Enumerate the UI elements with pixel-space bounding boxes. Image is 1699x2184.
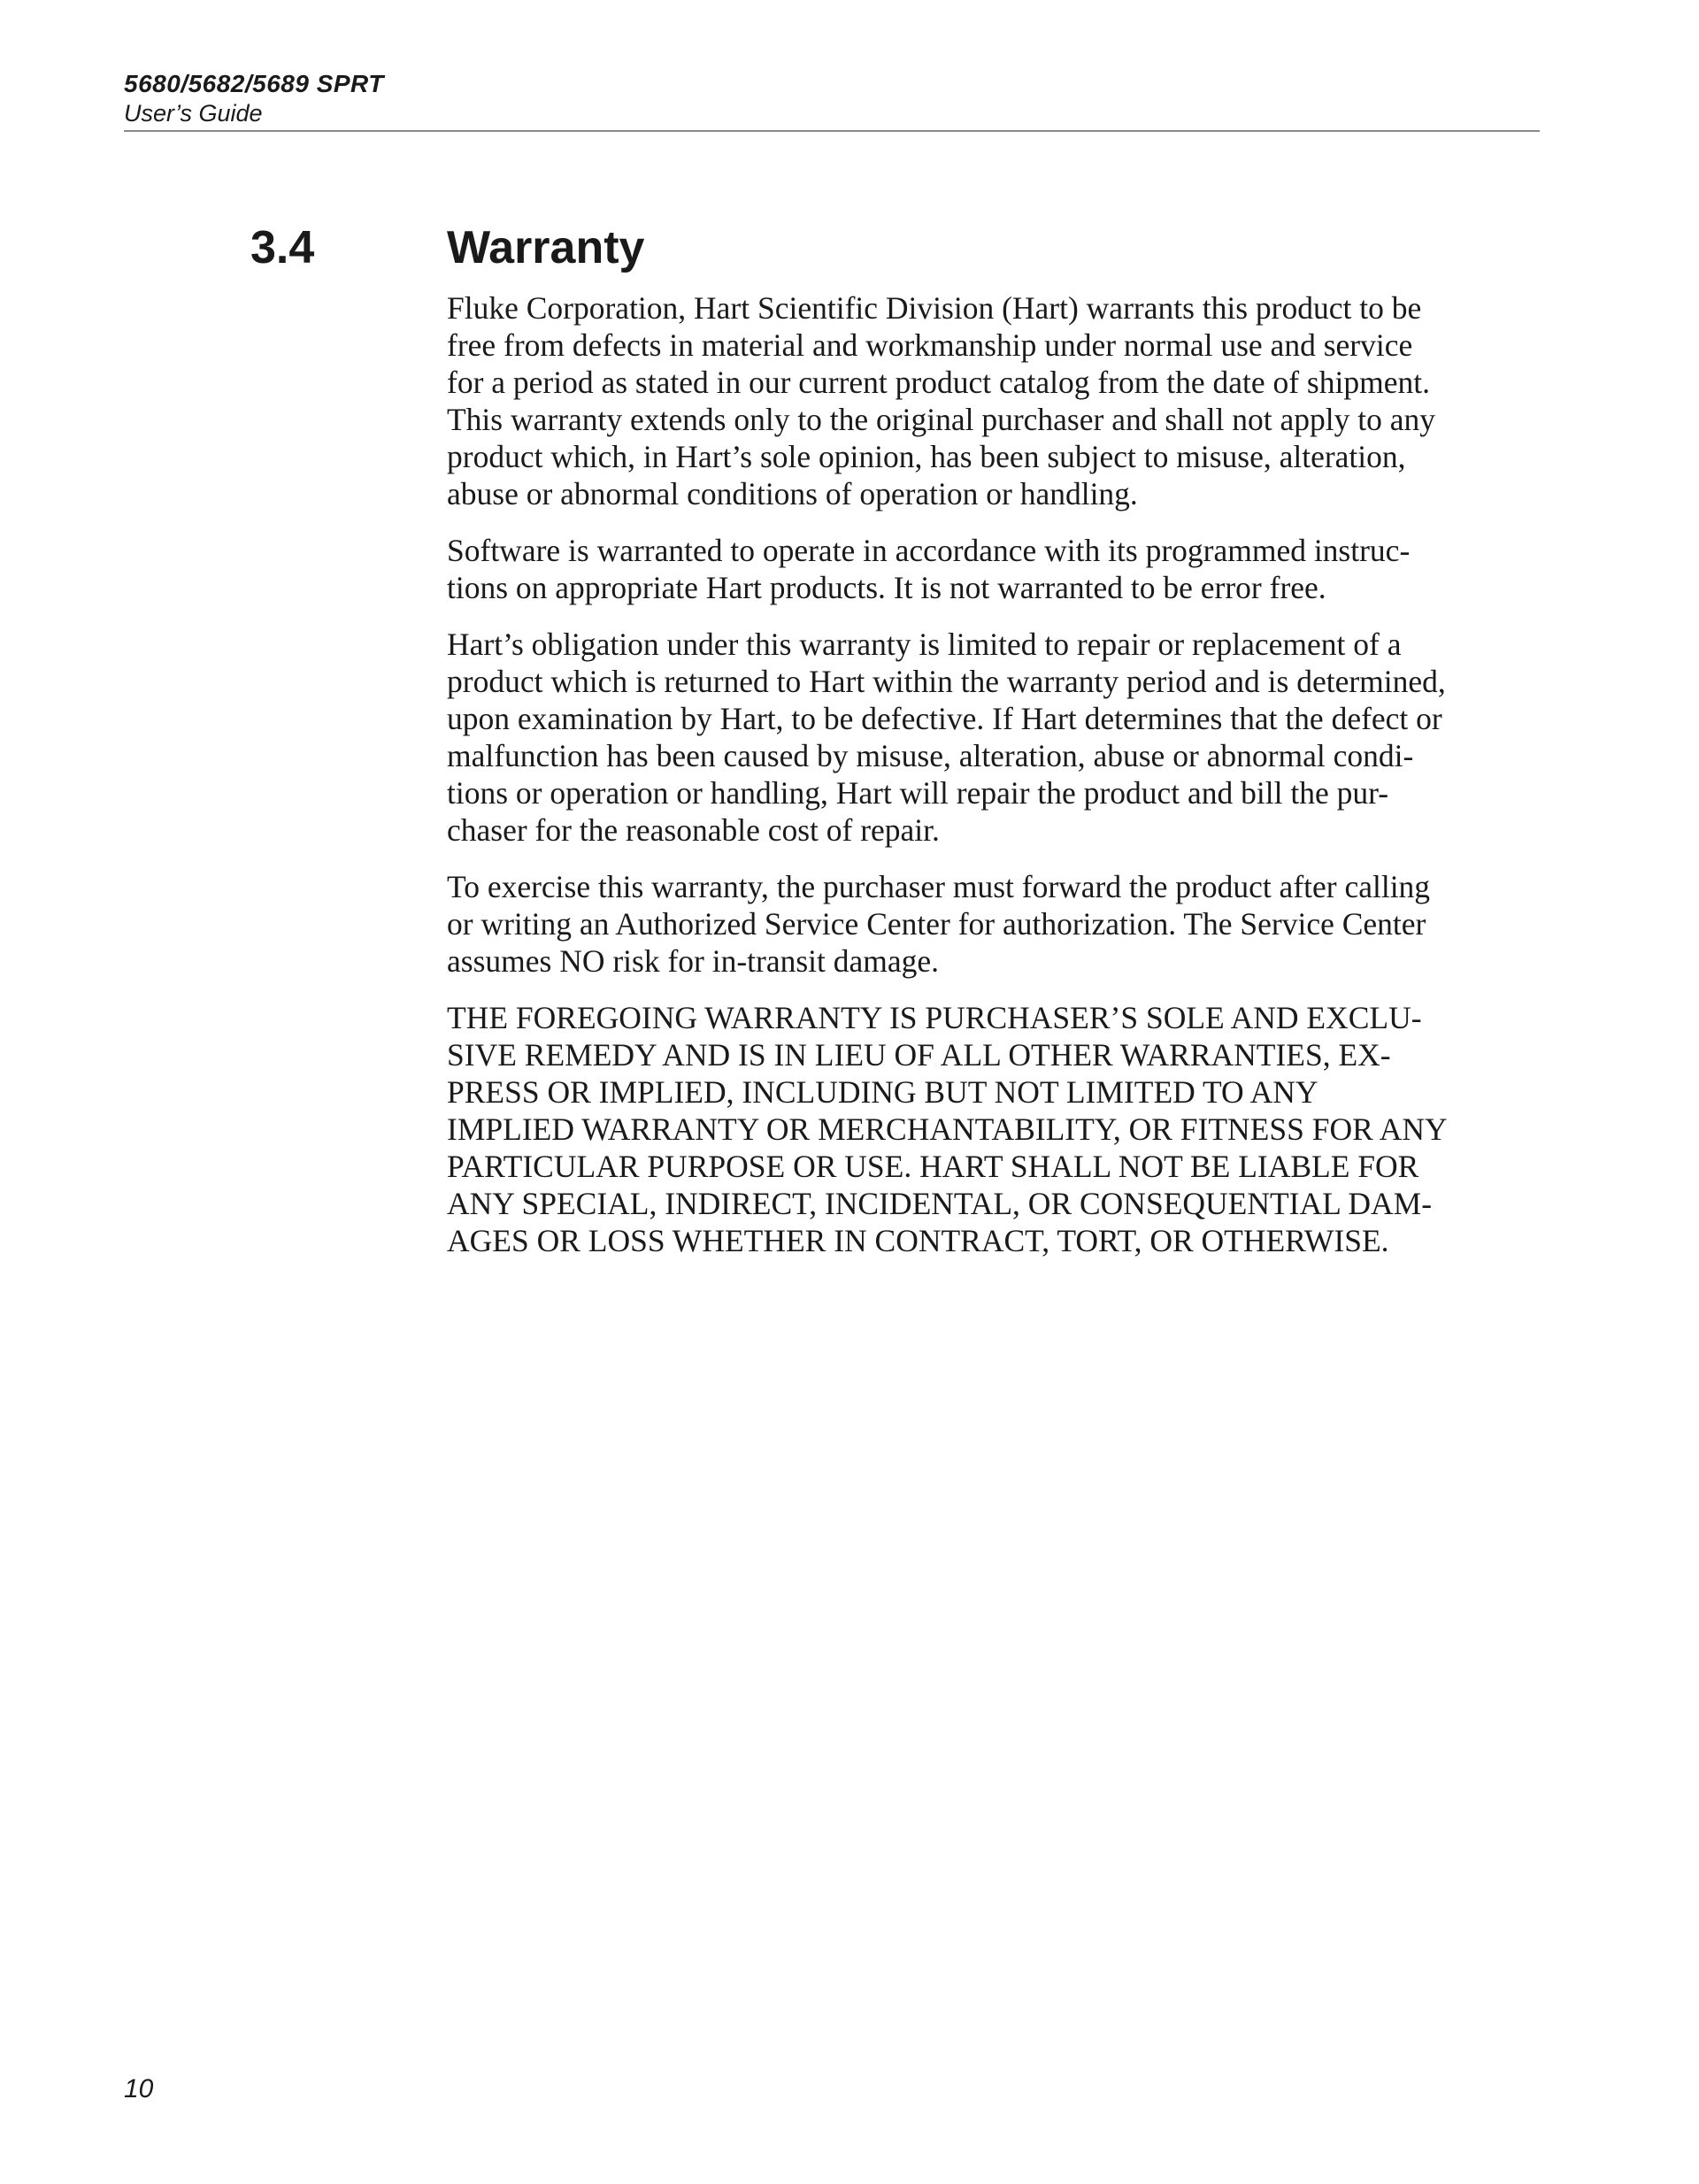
- text-line: abuse or abnormal conditions of operation or handling.: [447, 476, 1138, 511]
- paragraph-obligation: [447, 626, 1540, 849]
- text-line: This warranty extends only to the original purchaser and shall not apply to any: [447, 402, 1435, 437]
- text-line: tions or operation or handling, Hart will repair the product and bill the pur-: [447, 775, 1389, 811]
- text-line: upon examination by Hart, to be defective. If Hart determines that the defect or: [447, 701, 1442, 736]
- text-line: or writing an Authorized Service Center for authorization. The Service Center: [447, 906, 1426, 942]
- running-header: [124, 69, 1540, 127]
- section-title: Warranty: [447, 222, 645, 273]
- page-number: 10: [124, 2074, 154, 2103]
- text-line: free from defects in material and workmanship under normal use and service: [447, 327, 1413, 363]
- document-title: 5680/5682/5689 SPRT: [124, 70, 384, 97]
- paragraph-warranty-terms: [447, 289, 1540, 512]
- text-line: Fluke Corporation, Hart Scientific Division (Hart) warrants this product to be: [447, 290, 1422, 326]
- text-line: for a period as stated in our current product catalog from the date of shipment.: [447, 365, 1430, 400]
- section-number: 3.4: [250, 222, 315, 273]
- paragraph-software-warranty: [447, 532, 1540, 606]
- text-line: assumes NO risk for in-transit damage.: [447, 943, 940, 979]
- text-line: Hart’s obligation under this warranty is limited to repair or replacement of a: [447, 627, 1402, 662]
- text-line: Software is warranted to operate in accordance with its programmed instruc-: [447, 533, 1411, 568]
- text-line: product which, in Hart’s sole opinion, has been subject to misuse, alteration,: [447, 439, 1406, 474]
- text-line: product which is returned to Hart within the warranty period and is determined,: [447, 664, 1446, 699]
- text-line: AGES OR LOSS WHETHER IN CONTRACT, TORT, OR OTHERWISE.: [447, 1223, 1389, 1258]
- paragraph-disclaimer: [447, 999, 1540, 1259]
- paragraph-exercise-warranty: [447, 868, 1540, 980]
- text-line: THE FOREGOING WARRANTY IS PURCHASER’S SOLE AND EXCLU-: [447, 1000, 1422, 1035]
- header-divider: [124, 130, 1540, 132]
- text-line: PARTICULAR PURPOSE OR USE. HART SHALL NOT BE LIABLE FOR: [447, 1149, 1419, 1184]
- text-line: SIVE REMEDY AND IS IN LIEU OF ALL OTHER WARRANTIES, EX-: [447, 1037, 1391, 1073]
- text-line: IMPLIED WARRANTY OR MERCHANTABILITY, OR FITNESS FOR ANY: [447, 1111, 1448, 1147]
- text-line: tions on appropriate Hart products. It is not warranted to be error free.: [447, 570, 1326, 605]
- text-line: malfunction has been caused by misuse, alteration, abuse or abnormal condi-: [447, 738, 1414, 773]
- text-line: PRESS OR IMPLIED, INCLUDING BUT NOT LIMITED TO ANY: [447, 1074, 1318, 1110]
- text-line: ANY SPECIAL, INDIRECT, INCIDENTAL, OR CONSEQUENTIAL DAM-: [447, 1186, 1433, 1221]
- document-subtitle: User’s Guide: [124, 100, 263, 127]
- section-body: [447, 289, 1540, 1279]
- text-line: chaser for the reasonable cost of repair.: [447, 812, 940, 848]
- text-line: To exercise this warranty, the purchaser must forward the product after calling: [447, 869, 1431, 904]
